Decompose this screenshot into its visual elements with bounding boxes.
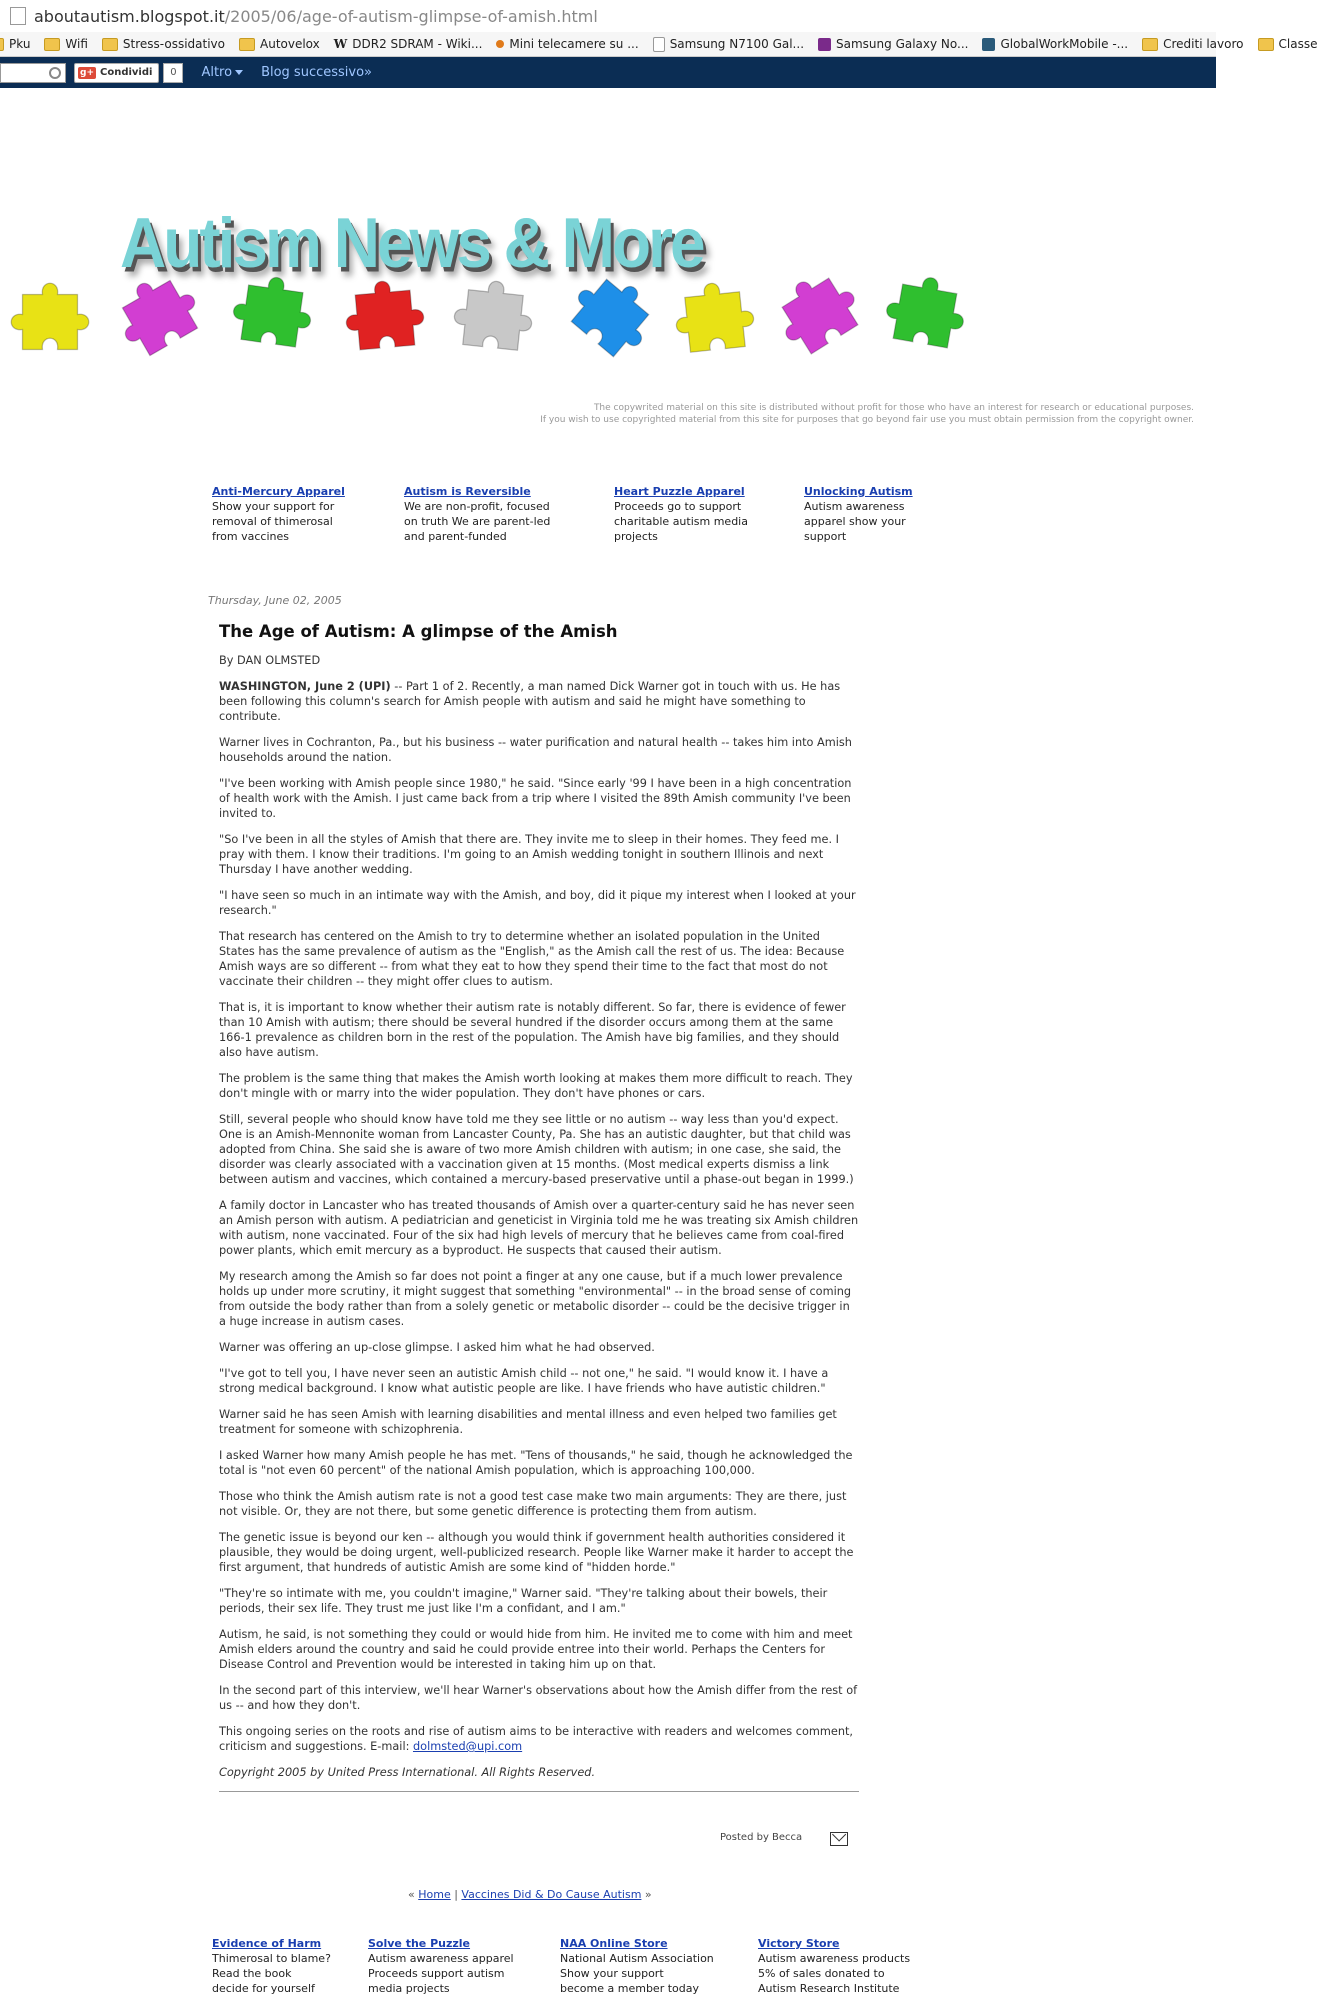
post-body (219, 624, 859, 1792)
bookmark-pku[interactable]: Pku (0, 37, 30, 51)
folder-icon (239, 38, 255, 51)
ad-link[interactable]: Anti-Mercury Apparel (212, 485, 345, 498)
post-paragraph: The problem is the same thing that makes the Amish worth looking at makes them more difficult to reach. They don't mingle with or marry into the wider population. They don't have phones or cars. (219, 1072, 853, 1100)
ad-unit: Solve the Puzzle Autism awareness apparel Proceeds support autism media projects (368, 1936, 560, 1996)
email-post-icon[interactable] (830, 1832, 848, 1846)
bookmark-wifi[interactable]: Wifi (44, 37, 88, 51)
puzzle-piece-icon (452, 277, 536, 351)
post-paragraph: "So I've been in all the styles of Amish that there are. They invite me to sleep in their homes. They feed me. I pray with them. I know their traditions. I'm going to an Amish wedding tonight in southern Illinois and next Thursday I have another wedding. (219, 833, 840, 876)
dateline: WASHINGTON, June 2 (UPI) (219, 680, 391, 693)
folder-icon (1142, 38, 1158, 51)
ad-link[interactable]: Victory Store (758, 1937, 840, 1950)
favicon-icon (982, 38, 995, 51)
post-copyright: Copyright 2005 by United Press International. All Rights Reserved. (219, 1766, 596, 1779)
more-menu[interactable]: Altro (201, 65, 243, 80)
blogger-navbar (0, 57, 1216, 88)
post-paragraph: This ongoing series on the roots and rise of autism aims to be interactive with readers and welcomes comment, criticism and suggestions. E-mail: dolmsted@upi.com (219, 1725, 854, 1753)
puzzle-piece-icon (563, 263, 665, 364)
post-paragraph: "I've been working with Amish people since 1980," he said. "Since early '99 I have been in a high concentration of health work with the Amish. I just came back from a trip where I visited the 89th Amish community I've been invited to. (219, 777, 852, 820)
ad-link[interactable]: Evidence of Harm (212, 1937, 322, 1950)
top-ads (212, 484, 932, 544)
posted-by: Posted by Becca (720, 1832, 803, 1843)
post-paragraph: That research has centered on the Amish to try to determine whether an isolated population in the United States has the same prevalence of autism as the "English," as the Amish call the rest of us. The idea: Because Amish ways are so different -- from what they eat to how they spend their time to the fact that most do not vaccinate their children -- they might offer clues to autism. (219, 930, 845, 988)
post-paragraph: WASHINGTON, June 2 (UPI) -- Part 1 of 2. Recently, a man named Dick Warner got in touch with us. He has been following this column's search for Amish people with autism and said he might have something to contribute. (219, 680, 841, 723)
post-paragraph: Warner said he has seen Amish with learning disabilities and mental illness and even helped two families get treatment for someone with schizophrenia. (219, 1408, 837, 1436)
folder-icon (0, 38, 4, 51)
post-paragraph: "I have seen so much in an intimate way with the Amish, and boy, did it pique my interest when I looked at your research." (219, 889, 856, 917)
puzzle-piece-icon (11, 283, 89, 349)
bookmark-samsung-n7100[interactable]: Samsung N7100 Gal... (653, 37, 804, 52)
home-link[interactable]: Home (418, 1888, 451, 1901)
post-title[interactable]: The Age of Autism: A glimpse of the Amish (219, 622, 618, 641)
post-paragraph: The genetic issue is beyond our ken -- although you would think if government health authorities considered it plausible, they would be doing urgent, well-publicized research. People like Warner make it harder to accept the first argument, that hundreds of autistic Amish are some kind of "hidden horde." (219, 1531, 854, 1574)
post-paragraph: Still, several people who should know have told me they see little or no autism -- way less than you'd expect. One is an Amish-Mennonite woman from Lancaster County, Pa. She has an autistic daughter, but that child was adopted from China. She said she is aware of two more Amish children with autism; in one case, she said, the disorder was clearly associated with a vaccination given at 15 months. (Most medical experts dismiss a link between autism and vaccines, which contained a mercury-based preservative until a phase-out began in 1999.) (219, 1113, 854, 1186)
folder-icon (102, 38, 118, 51)
wikipedia-icon: W (333, 37, 348, 51)
email-link[interactable]: dolmsted@upi.com (412, 1740, 523, 1753)
share-count: 0 (163, 63, 183, 83)
post-date: Thursday, June 02, 2005 (208, 594, 342, 607)
puzzle-banner (0, 270, 980, 390)
bookmark-classe[interactable]: Classe (1258, 37, 1317, 51)
puzzle-piece-icon (672, 279, 756, 353)
bookmarks-bar (0, 32, 1317, 57)
ad-link[interactable]: Unlocking Autism (804, 485, 913, 498)
chevron-down-icon (235, 70, 243, 75)
ad-link[interactable]: Heart Puzzle Apparel (614, 485, 745, 498)
favicon-icon (496, 40, 504, 48)
url-text[interactable]: aboutautism.blogspot.it/2005/06/age-of-autism-glimpse-of-amish.html (34, 6, 598, 26)
folder-icon (1258, 38, 1274, 51)
favicon-icon (818, 38, 831, 51)
divider (219, 1791, 859, 1792)
folder-icon (44, 38, 60, 51)
next-blog-link[interactable]: Blog successivo» (261, 65, 372, 80)
bookmark-samsung-galaxy[interactable]: Samsung Galaxy No... (818, 37, 968, 51)
puzzle-piece-icon (107, 265, 207, 361)
google-plus-icon: g+ (80, 67, 94, 78)
puzzle-piece-icon (767, 263, 868, 360)
ad-unit: Heart Puzzle Apparel Proceeds go to support charitable autism media projects (614, 484, 804, 544)
puzzle-piece-icon (230, 272, 316, 348)
bookmark-telecamere[interactable]: Mini telecamere su ... (496, 37, 638, 51)
post-paragraph: "They're so intimate with me, you couldn't imagine," Warner said. "They're talking about their bowels, their periods, their sex life. They trust me just like I'm a confidant, and I am." (219, 1587, 828, 1615)
bookmark-autovelox[interactable]: Autovelox (239, 37, 320, 51)
puzzle-piece-icon (882, 271, 970, 350)
blog-logo[interactable]: Autism News & More (120, 203, 703, 283)
ad-unit: Victory Store Autism awareness products 5% of sales donated to Autism Research Institute (758, 1936, 928, 1996)
copyright-notice: The copywrited material on this site is distributed without profit for those who have an interest for research or educational purposes. If you wish to use copyrighted material from this site for purposes that go beyond fair use you must obtain permission from the copyright owner. (540, 403, 1194, 425)
post-paragraphs (219, 735, 859, 1713)
post-paragraph: Warner was offering an up-close glimpse. I asked him what he had observed. (219, 1341, 655, 1354)
puzzle-piece-icon (343, 278, 426, 351)
post-paragraph: A family doctor in Lancaster who has treated thousands of Amish over a quarter-century said he has never seen an Amish person with autism. A pediatrician and geneticist in Virginia told me he was treating six Amish children with autism, none vaccinated. Four of the six had high levels of mercury that he believes came from coal-fired power plants, which emit mercury as a byproduct. He suspects that caused their autism. (219, 1199, 859, 1257)
ad-link[interactable]: Autism is Reversible (404, 485, 531, 498)
page-icon (653, 37, 665, 52)
address-bar[interactable] (0, 0, 1216, 33)
bookmark-globalwork[interactable]: GlobalWorkMobile -... (982, 37, 1128, 51)
page-icon (10, 7, 26, 25)
post-paragraph: In the second part of this interview, we'll hear Warner's observations about how the Amish differ from the rest of us -- and how they don't. (219, 1684, 858, 1712)
ad-link[interactable]: Solve the Puzzle (368, 1937, 471, 1950)
next-post-link[interactable]: Vaccines Did & Do Cause Autism (461, 1888, 642, 1901)
post-paragraph: My research among the Amish so far does not point a finger at any one cause, but if a much lower prevalence holds up under more scrutiny, it might suggest that something "environmental" -- in the broad sense of coming from outside the body rather than from a solely genetic or metabolic disorder -- could be the decisive trigger in a huge increase in autism cases. (219, 1270, 852, 1328)
post-paragraph: That is, it is important to know whether their autism rate is notably different. So far, there is evidence of fewer than 10 Amish with autism; there should be several hundred if the disorder occurs among them at the same 166-1 prevalence as children born in the rest of the population. The Amish have big families, and they should also have autism. (219, 1001, 846, 1059)
byline: By DAN OLMSTED (219, 654, 321, 667)
ad-link[interactable]: NAA Online Store (560, 1937, 668, 1950)
search-icon[interactable] (49, 67, 61, 79)
bookmark-ddr2[interactable]: W DDR2 SDRAM - Wiki... (333, 37, 483, 51)
search-input[interactable] (0, 63, 66, 83)
post-paragraph: "I've got to tell you, I have never seen an autistic Amish child -- not one," he said. "I would know it. I have a strong medical background. I know what autistic people are like. I have friends who have autistic children." (219, 1367, 829, 1395)
ad-unit: Autism is Reversible We are non-profit, focused on truth We are parent-led and parent-funded (404, 484, 614, 544)
blog-pager: « Home | Vaccines Did & Do Cause Autism » (408, 1888, 652, 1901)
post-paragraph: I asked Warner how many Amish people he has met. "Tens of thousands," he said, though he acknowledged the total is "not even 60 percent" of the national Amish population, which is approaching 100,000. (219, 1449, 853, 1477)
bookmark-stress[interactable]: Stress-ossidativo (102, 37, 225, 51)
ad-unit: Evidence of Harm Thimerosal to blame? Read the book decide for yourself (212, 1936, 368, 1996)
ad-unit: Anti-Mercury Apparel Show your support for removal of thimerosal from vaccines (212, 484, 404, 544)
post-paragraph: Those who think the Amish autism rate is not a good test case make two main arguments: They are there, just not visible. Or, they are not there, but some genetic difference is protecting them from autism. (219, 1490, 847, 1518)
post-paragraph: Autism, he said, is not something they could or would hide from him. He invited me to come with him and meet Amish elders around the country and said he could provide entree into their world. Perhaps the Centers for Disease Control and Prevention would be interested in taking him up on that. (219, 1628, 853, 1671)
share-button[interactable]: g+ Condividi (74, 63, 159, 83)
bookmark-crediti[interactable]: Crediti lavoro (1142, 37, 1243, 51)
post-paragraph: Warner lives in Cochranton, Pa., but his business -- water purification and natural health -- takes him into Amish households around the nation. (219, 736, 852, 764)
bottom-ads (212, 1936, 932, 1996)
ad-unit: NAA Online Store National Autism Association Show your support become a member today (560, 1936, 758, 1996)
ad-unit: Unlocking Autism Autism awareness apparel show your support (804, 484, 932, 544)
